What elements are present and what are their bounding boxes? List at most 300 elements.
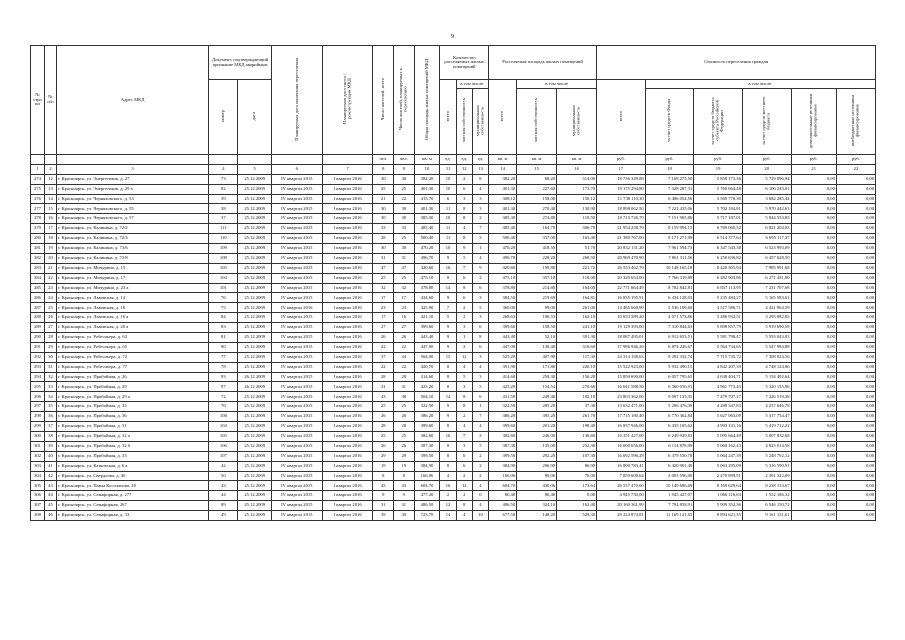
doc-number-cell: 111 — [209, 224, 238, 234]
column-number-cell: 2 — [45, 164, 57, 174]
planned-end-cell: IV квартал 2015 — [271, 431, 322, 441]
planned-end-cell: IV квартал 2015 — [271, 501, 322, 511]
cost-subject-cell: 8 169 629,64 — [694, 481, 743, 491]
table-row — [31, 244, 876, 254]
planned-demolition-cell: I квартал 2016 — [322, 412, 373, 422]
doc-date-cell: 25.12.2009 — [238, 263, 272, 273]
doc-number-cell: 93 — [209, 372, 238, 382]
cost-total-cell: 10 653 589,20 — [597, 313, 646, 323]
premises-private-cell: 9 — [456, 244, 472, 254]
area-total-cell: 378,80 — [489, 283, 517, 293]
item-number-cell: 14 — [45, 194, 57, 204]
cost-total-cell: 20 969 470,90 — [597, 253, 646, 263]
premises-municipal-cell: 3 — [472, 234, 488, 244]
table-row — [31, 362, 876, 372]
cost-total-cell: 17 715 180,40 — [597, 412, 646, 422]
premises-private-cell: 8 — [456, 402, 472, 412]
area-total-cell: 382,60 — [489, 431, 517, 441]
residents-planned-cell: 25 — [394, 431, 415, 441]
cost-subject-cell: 4 517 586,71 — [694, 303, 743, 313]
header-doc-number: номер — [209, 80, 238, 155]
cost-total-cell: 11 738 110,30 — [597, 194, 646, 204]
area-private-cell: 158,50 — [517, 323, 557, 333]
cost-total-cell: 16 835 195,91 — [597, 293, 646, 303]
row-number-cell: 296 — [31, 392, 45, 402]
cost-unfunded-cell: 0,00 — [836, 253, 875, 263]
item-number-cell: 43 — [45, 481, 57, 491]
row-number-cell: 288 — [31, 313, 45, 323]
table-row — [31, 461, 876, 471]
doc-date-cell: 25.12.2009 — [238, 431, 272, 441]
total-area-cell: 504,10 — [414, 392, 440, 402]
area-total-cell: 399,60 — [489, 323, 517, 333]
cost-subject-cell: 6 282 903,86 — [694, 273, 743, 283]
cost-total-cell: 16 641 588,50 — [597, 382, 646, 392]
doc-number-cell: 44 — [209, 491, 238, 501]
area-municipal-cell: 162,40 — [557, 501, 597, 511]
planned-demolition-cell: I квартал 2016 — [322, 263, 373, 273]
cost-subject-cell: 5 581 798,47 — [694, 333, 743, 343]
doc-number-cell: 37 — [209, 214, 238, 224]
unit-cell: ед. — [440, 155, 456, 165]
residents-cell: 30 — [373, 244, 394, 254]
row-number-cell: 306 — [31, 491, 45, 501]
total-area-cell: 385,30 — [414, 214, 440, 224]
area-total-cell: 385,30 — [489, 214, 517, 224]
area-municipal-cell: 136,60 — [557, 431, 597, 441]
cost-subject-cell: 8 420 305,94 — [694, 263, 743, 273]
premises-total-cell: 6 — [440, 194, 456, 204]
cost-subject-cell: 6 769 060,52 — [694, 224, 743, 234]
cost-fund-cell: 7 310 844,63 — [645, 323, 694, 333]
planned-demolition-cell: I квартал 2016 — [322, 402, 373, 412]
table-row — [31, 392, 876, 402]
cost-subject-cell: 5 564 734,65 — [694, 342, 743, 352]
cost-local-cell: 6 271 431,00 — [742, 273, 791, 283]
doc-number-cell: 108 — [209, 412, 238, 422]
residents-planned-cell: 31 — [394, 253, 415, 263]
doc-number-cell: 106 — [209, 441, 238, 451]
total-area-cell: 399,60 — [414, 422, 440, 432]
area-municipal-cell: 37,30 — [557, 402, 597, 412]
unit-cell: чел. — [394, 155, 415, 165]
area-municipal-cell: 252,30 — [557, 441, 597, 451]
residents-cell: 8 — [373, 471, 394, 481]
header-cost-fund: за счет средств Фонда — [645, 89, 694, 155]
cost-subject-cell: 5 063 295,09 — [694, 461, 743, 471]
unit-cell — [45, 155, 57, 165]
address-cell: г. Красноярск, ул. Черняховского, д. 57 — [56, 214, 208, 224]
header-area-municipal: муниципальная собственность — [557, 89, 597, 155]
cost-fund-cell: 9 097 135,35 — [645, 392, 694, 402]
planned-demolition-cell: I квартал 2016 — [322, 481, 373, 491]
cost-subject-cell: 3 286 932,51 — [694, 313, 743, 323]
cost-unfunded-cell: 0,00 — [836, 511, 875, 521]
area-total-cell: 425,20 — [489, 382, 517, 392]
cost-subject-cell: 5 095 664,49 — [694, 431, 743, 441]
doc-date-cell: 25.12.2009 — [238, 471, 272, 481]
area-total-cell: 500,40 — [489, 234, 517, 244]
area-total-cell: 420,60 — [489, 263, 517, 273]
table-row — [31, 174, 876, 184]
row-number-cell: 305 — [31, 481, 45, 491]
residents-planned-cell: 30 — [394, 214, 415, 224]
column-number-cell: 9 — [394, 164, 415, 174]
cost-unfunded-cell: 0,00 — [836, 342, 875, 352]
residents-cell: 28 — [373, 234, 394, 244]
premises-private-cell: 6 — [456, 184, 472, 194]
cost-extra-cell: 0,00 — [791, 422, 836, 432]
column-number-cell: 12 — [456, 164, 472, 174]
planned-end-cell: IV квартал 2015 — [271, 333, 322, 343]
row-number-cell: 295 — [31, 382, 45, 392]
planned-end-cell: IV квартал 2015 — [271, 511, 322, 521]
column-number-cell: 5 — [238, 164, 272, 174]
area-municipal-cell: 150,12 — [557, 194, 597, 204]
cost-extra-cell: 0,00 — [791, 184, 836, 194]
address-cell: г. Красноярск, ул. Свердлова, д. 36 — [56, 471, 208, 481]
doc-number-cell: 39 — [209, 194, 238, 204]
header-cost-total: всего — [597, 80, 646, 155]
premises-total-cell: 11 — [440, 204, 456, 214]
area-private-cell: 80,40 — [517, 491, 557, 501]
address-cell: г. Красноярск, ул. Робеспьера, д. 77 — [56, 362, 208, 372]
residents-planned-cell: 27 — [394, 323, 415, 333]
premises-private-cell: 2 — [456, 303, 472, 313]
residents-cell: 17 — [373, 293, 394, 303]
address-cell: г. Красноярск, ул. Прибойная, д. 29 а — [56, 392, 208, 402]
cost-total-cell: 18 898 062,50 — [597, 204, 646, 214]
doc-date-cell: 25.12.2009 — [238, 204, 272, 214]
doc-number-cell: 80 — [209, 342, 238, 352]
doc-number-cell: 42 — [209, 461, 238, 471]
cost-extra-cell: 0,00 — [791, 204, 836, 214]
premises-municipal-cell: 6 — [472, 283, 488, 293]
item-number-cell: 40 — [45, 451, 57, 461]
cost-unfunded-cell: 0,00 — [836, 293, 875, 303]
total-area-cell: 470,20 — [414, 244, 440, 254]
doc-date-cell: 25.12.2009 — [238, 194, 272, 204]
area-private-cell: 274,80 — [517, 214, 557, 224]
cost-fund-cell: 6 434 128,03 — [645, 293, 694, 303]
table-row — [31, 333, 876, 343]
doc-number-cell: 109 — [209, 244, 238, 254]
planned-demolition-cell: I квартал 2016 — [322, 451, 373, 461]
total-area-cell: 477,20 — [414, 491, 440, 501]
page-number: 9 — [451, 34, 454, 40]
area-municipal-cell: 163,40 — [557, 234, 597, 244]
planned-end-cell: IV квартал 2015 — [271, 481, 322, 491]
row-number-cell: 290 — [31, 333, 45, 343]
cost-local-cell: 6 106 243,01 — [742, 184, 791, 194]
row-number-cell: 284 — [31, 273, 45, 283]
area-private-cell: 285,20 — [517, 402, 557, 412]
planned-demolition-cell: I квартал 2016 — [322, 174, 373, 184]
address-cell: г. Красноярск, ул. Львовская, д. 16 — [56, 303, 208, 313]
cost-unfunded-cell: 0,00 — [836, 402, 875, 412]
area-municipal-cell: 316,60 — [557, 342, 597, 352]
header-area-incl: в том числе — [517, 80, 597, 89]
cost-local-cell: 3 295 082,83 — [742, 313, 791, 323]
unit-cell: руб. — [791, 155, 836, 165]
planned-demolition-cell: I квартал 2016 — [322, 342, 373, 352]
doc-number-cell: 73 — [209, 174, 238, 184]
cost-total-cell: 20 160 361,99 — [597, 501, 646, 511]
item-number-cell: 25 — [45, 303, 57, 313]
cost-extra-cell: 0,00 — [791, 323, 836, 333]
cost-local-cell: 6 457 628,50 — [742, 253, 791, 263]
total-area-cell: 399,60 — [414, 323, 440, 333]
area-private-cell: 154,54 — [517, 382, 557, 392]
row-number-cell: 293 — [31, 362, 45, 372]
cost-extra-cell: 0,00 — [791, 174, 836, 184]
cost-local-cell: 7 985 991,68 — [742, 263, 791, 273]
row-number-cell: 301 — [31, 441, 45, 451]
premises-municipal-cell: 2 — [472, 214, 488, 224]
header-cost: Стоимость переселения граждан — [597, 46, 876, 80]
doc-date-cell: 25.12.2009 — [238, 253, 272, 263]
table-row — [31, 412, 876, 422]
premises-total-cell: 12 — [440, 501, 456, 511]
residents-planned-cell: 30 — [394, 204, 415, 214]
address-cell: г. Красноярск, ул. Прибойная, д. 32 а — [56, 431, 208, 441]
premises-municipal-cell: 3 — [472, 431, 488, 441]
cost-fund-cell: 7 961 594,73 — [645, 244, 694, 254]
cost-fund-cell: 3 003 596,00 — [645, 471, 694, 481]
premises-private-cell: 4 — [456, 362, 472, 372]
premises-private-cell: 8 — [456, 234, 472, 244]
cost-extra-cell: 0,00 — [791, 313, 836, 323]
cost-extra-cell: 0,00 — [791, 501, 836, 511]
premises-private-cell: 8 — [456, 204, 472, 214]
area-total-cell: 447,00 — [489, 342, 517, 352]
premises-total-cell: 8 — [440, 441, 456, 451]
cost-subject-cell: 5 898 857,79 — [694, 323, 743, 333]
premises-total-cell: 10 — [440, 184, 456, 194]
cost-total-cell: 14 485 660,90 — [597, 303, 646, 313]
doc-number-cell: 110 — [209, 234, 238, 244]
planned-end-cell: IV квартал 2015 — [271, 441, 322, 451]
premises-municipal-cell: 9 — [472, 263, 488, 273]
premises-municipal-cell: 6 — [472, 342, 488, 352]
premises-municipal-cell: 3 — [472, 372, 488, 382]
row-number-cell: 281 — [31, 244, 45, 254]
address-cell: г. Красноярск, ул. Робеспьера, д. 72 — [56, 352, 208, 362]
item-number-cell: 24 — [45, 293, 57, 303]
residents-cell: 26 — [373, 412, 394, 422]
planned-end-cell: IV квартал 2015 — [271, 174, 322, 184]
premises-total-cell: 16 — [440, 263, 456, 273]
area-total-cell: 496,70 — [489, 253, 517, 263]
cost-total-cell: 22 771 664,49 — [597, 283, 646, 293]
total-area-cell: 382,20 — [414, 174, 440, 184]
doc-date-cell: 25.12.2009 — [238, 451, 272, 461]
planned-end-cell: IV квартал 2015 — [271, 234, 322, 244]
area-total-cell: 431,50 — [489, 392, 517, 402]
residents-cell: 25 — [373, 184, 394, 194]
premises-private-cell: 3 — [456, 323, 472, 333]
residents-planned-cell: 30 — [394, 244, 415, 254]
row-number-cell: 283 — [31, 263, 45, 273]
address-cell: г. Красноярск, ул. Калинина, д. 73/6 — [56, 244, 208, 254]
row-number-cell: 299 — [31, 422, 45, 432]
unit-cell: кв. м — [414, 155, 440, 165]
planned-end-cell: IV квартал 2015 — [271, 412, 322, 422]
row-number-cell: 278 — [31, 214, 45, 224]
total-area-cell: 486,50 — [414, 501, 440, 511]
doc-date-cell: 25.12.2009 — [238, 303, 272, 313]
cost-subject-cell: 5 064 247,39 — [694, 451, 743, 461]
premises-private-cell: 2 — [456, 491, 472, 501]
planned-demolition-cell: I квартал 2016 — [322, 382, 373, 392]
cost-unfunded-cell: 0,00 — [836, 263, 875, 273]
premises-total-cell: 5 — [440, 313, 456, 323]
address-cell: г. Красноярск, ул. Мичурина, д. 17 — [56, 273, 208, 283]
cost-local-cell: 2 391 322,09 — [742, 471, 791, 481]
item-number-cell: 17 — [45, 224, 57, 234]
item-number-cell: 46 — [45, 511, 57, 521]
doc-number-cell: 38 — [209, 204, 238, 214]
residents-cell: 28 — [373, 372, 394, 382]
doc-number-cell: 43 — [209, 481, 238, 491]
cost-fund-cell: 7 168 275,50 — [645, 174, 694, 184]
residents-planned-cell: 47 — [394, 263, 415, 273]
doc-date-cell: 25.12.2009 — [238, 224, 272, 234]
premises-total-cell: 8 — [440, 372, 456, 382]
area-municipal-cell: 51,70 — [557, 244, 597, 254]
residents-planned-cell: 16 — [394, 313, 415, 323]
premises-private-cell: 4 — [456, 511, 472, 521]
cost-fund-cell: 7 328 287,31 — [645, 184, 694, 194]
item-number-cell: 34 — [45, 392, 57, 402]
cost-total-cell: 19 175 294,80 — [597, 184, 646, 194]
column-number-cell: 1 — [31, 164, 45, 174]
planned-demolition-cell: I квартал 2016 — [322, 422, 373, 432]
address-cell: г. Красноярск, ул. Прибойная, д. 26 — [56, 372, 208, 382]
area-municipal-cell: 164,00 — [557, 283, 597, 293]
item-number-cell: 28 — [45, 333, 57, 343]
cost-unfunded-cell: 0,00 — [836, 313, 875, 323]
doc-date-cell: 26.12.2009 — [238, 382, 272, 392]
table-row — [31, 352, 876, 362]
cost-fund-cell: 9 292 332,74 — [645, 352, 694, 362]
item-number-cell: 45 — [45, 501, 57, 511]
area-total-cell: 414,60 — [489, 372, 517, 382]
cost-extra-cell: 0,00 — [791, 382, 836, 392]
cost-total-cell: 26 553 462,70 — [597, 263, 646, 273]
area-total-cell: 382,20 — [489, 174, 517, 184]
residents-planned-cell: 19 — [394, 461, 415, 471]
table-row — [31, 184, 876, 194]
table-header — [31, 46, 876, 155]
address-cell: г. Красноярск, ул. Энергетиков, д. 27 — [56, 174, 208, 184]
cost-unfunded-cell: 0,00 — [836, 501, 875, 511]
area-total-cell: 470,20 — [489, 244, 517, 254]
units-row — [31, 155, 876, 165]
residents-planned-cell: 8 — [394, 471, 415, 481]
doc-date-cell: 25.12.2009 — [238, 214, 272, 224]
residents-planned-cell: 32 — [394, 283, 415, 293]
column-number-cell: 11 — [440, 164, 456, 174]
premises-total-cell: 8 — [440, 362, 456, 372]
cost-fund-cell: 5 206 476,39 — [645, 402, 694, 412]
table-body — [31, 155, 876, 521]
cost-extra-cell: 0,00 — [791, 441, 836, 451]
residents-cell: 22 — [373, 362, 394, 372]
total-area-cell: 475,10 — [414, 273, 440, 283]
total-area-cell: 399,50 — [414, 451, 440, 461]
planned-demolition-cell: I квартал 2016 — [322, 501, 373, 511]
unit-cell: кв. м — [557, 155, 597, 165]
cost-total-cell: 17 986 946,20 — [597, 342, 646, 352]
cost-fund-cell: 7 861 311,56 — [645, 253, 694, 263]
header-cost-subject: за счет средств бюджета субъекта Российской Федерации — [694, 89, 743, 155]
row-number-cell: 282 — [31, 253, 45, 263]
cost-local-cell: 5 165 583,61 — [742, 293, 791, 303]
address-cell: г. Красноярск, ул. Прибойная, д. 35 — [56, 402, 208, 412]
cost-local-cell: 6 695 117,37 — [742, 234, 791, 244]
total-area-cell: 447,90 — [414, 342, 440, 352]
area-private-cell: 164,70 — [517, 224, 557, 234]
doc-number-cell: 77 — [209, 352, 238, 362]
doc-date-cell: 25.12.2009 — [238, 412, 272, 422]
cost-extra-cell: 0,00 — [791, 402, 836, 412]
total-area-cell: 415,70 — [414, 194, 440, 204]
cost-unfunded-cell: 0,00 — [836, 392, 875, 402]
premises-total-cell: 8 — [440, 461, 456, 471]
doc-date-cell: 25.12.2009 — [238, 293, 272, 303]
cost-fund-cell: 1 945 427,07 — [645, 491, 694, 501]
total-area-cell: 384,90 — [414, 461, 440, 471]
row-number-cell: 276 — [31, 194, 45, 204]
cost-subject-cell: 6 514 377,64 — [694, 234, 743, 244]
premises-total-cell: 9 — [440, 333, 456, 343]
header-document: Документ, подтверждающий признание МКД аварийным — [209, 46, 272, 80]
premises-private-cell: 3 — [456, 382, 472, 392]
premises-private-cell: 3 — [456, 194, 472, 204]
doc-date-cell: 26.12.2009 — [238, 372, 272, 382]
area-total-cell: 525,20 — [489, 352, 517, 362]
cost-local-cell: 5 729 896,94 — [742, 174, 791, 184]
doc-number-cell: 84 — [209, 313, 238, 323]
premises-private-cell: 8 — [456, 283, 472, 293]
premises-total-cell: 9 — [440, 412, 456, 422]
item-number-cell: 36 — [45, 412, 57, 422]
residents-cell: 30 — [373, 204, 394, 214]
cost-local-cell: 5 547 984,88 — [742, 342, 791, 352]
premises-municipal-cell: 8 — [472, 333, 488, 343]
area-total-cell: 391,90 — [489, 362, 517, 372]
area-municipal-cell: 182,10 — [557, 392, 597, 402]
area-total-cell: 322,50 — [489, 402, 517, 412]
area-private-cell: 199,88 — [517, 263, 557, 273]
residents-cell: 37 — [373, 352, 394, 362]
header-planned-demolition: Планируемая дата сноса / реконструкции МКД — [322, 46, 373, 155]
cost-unfunded-cell: 0,00 — [836, 244, 875, 254]
cost-unfunded-cell: 0,00 — [836, 214, 875, 224]
planned-end-cell: IV квартал 2015 — [271, 342, 322, 352]
unit-cell: руб. — [597, 155, 646, 165]
residents-cell: 33 — [373, 224, 394, 234]
cost-extra-cell: 0,00 — [791, 362, 836, 372]
item-number-cell: 27 — [45, 323, 57, 333]
residents-cell: 23 — [373, 303, 394, 313]
total-area-cell: 386,20 — [414, 412, 440, 422]
total-area-cell: 723,70 — [414, 511, 440, 521]
cost-subject-cell: 6 837 113,95 — [694, 283, 743, 293]
header-address: Адрес МКД — [56, 46, 208, 155]
unit-cell — [209, 155, 238, 165]
